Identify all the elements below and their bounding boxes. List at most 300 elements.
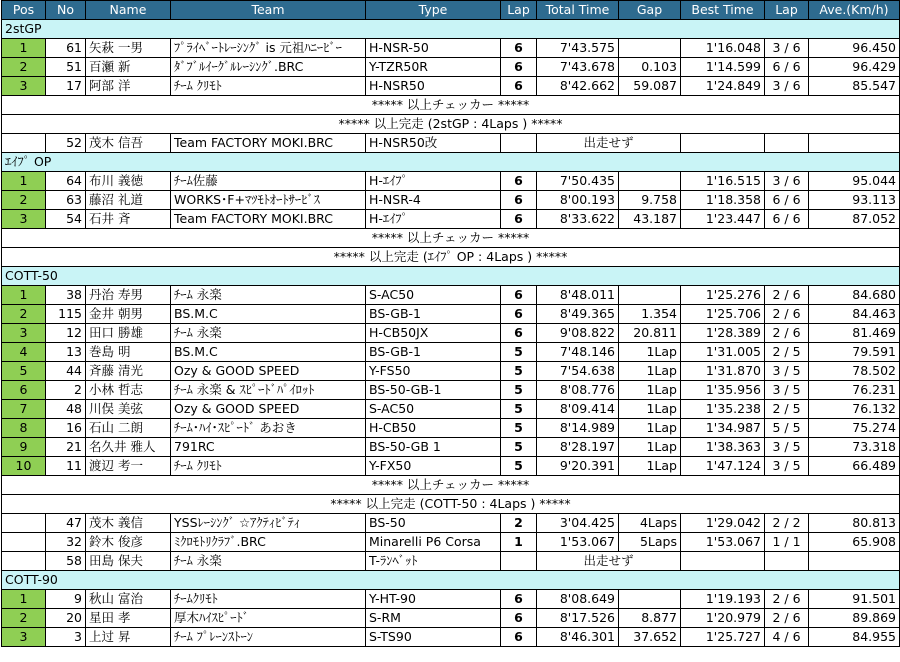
lap-cell: 5 <box>501 343 537 362</box>
name-cell: 上过 昇 <box>86 628 171 647</box>
header-row <box>2 1 900 20</box>
gap-cell: 59.087 <box>619 77 681 96</box>
table-row <box>2 457 900 476</box>
header-total-time: Total Time <box>537 1 619 20</box>
ave-speed-cell: 79.591 <box>809 343 900 362</box>
total-time-cell: 8'08.649 <box>537 590 619 609</box>
lap-cell: 6 <box>501 628 537 647</box>
gap-cell: 1.354 <box>619 305 681 324</box>
note-row <box>2 248 900 267</box>
team-cell: 791RC <box>171 438 366 457</box>
ave-speed-cell: 66.489 <box>809 457 900 476</box>
total-time-cell: 8'08.776 <box>537 381 619 400</box>
best-lap-cell: 6 / 6 <box>765 210 809 229</box>
gap-cell: 5Laps <box>619 533 681 552</box>
ave-speed-cell: 96.429 <box>809 58 900 77</box>
best-time-cell <box>681 552 765 571</box>
total-time-cell: 1'53.067 <box>537 533 619 552</box>
best-time-cell: 1'16.048 <box>681 39 765 58</box>
best-time-cell: 1'47.124 <box>681 457 765 476</box>
ave-speed-cell: 87.052 <box>809 210 900 229</box>
type-cell: Y-FX50 <box>366 457 501 476</box>
type-cell: S-AC50 <box>366 400 501 419</box>
name-cell: 茂木 信吾 <box>86 134 171 153</box>
pos-cell <box>2 514 46 533</box>
total-time-cell: 8'33.622 <box>537 210 619 229</box>
lap-cell: 6 <box>501 77 537 96</box>
header-type: Type <box>366 1 501 20</box>
category-row <box>2 267 900 286</box>
team-cell: ﾌﾟﾗｲﾍﾞｰﾄﾚｰｼﾝｸﾞ is 元祖ﾊﾆｰﾋﾞｰ <box>171 39 366 58</box>
ave-speed-cell: 89.869 <box>809 609 900 628</box>
name-cell: 石井 斉 <box>86 210 171 229</box>
type-cell: H-CB50 <box>366 419 501 438</box>
gap-cell: 1Lap <box>619 419 681 438</box>
gap-cell <box>619 286 681 305</box>
pos-cell <box>2 552 46 571</box>
gap-cell: 37.652 <box>619 628 681 647</box>
total-time-cell: 7'50.435 <box>537 172 619 191</box>
name-cell: 阿部 洋 <box>86 77 171 96</box>
type-cell: H-NSR-4 <box>366 191 501 210</box>
name-cell: 名久井 雅人 <box>86 438 171 457</box>
number-cell: 54 <box>46 210 86 229</box>
gap-cell: 1Lap <box>619 400 681 419</box>
team-cell: YSSﾚｰｼﾝｸﾞ ☆ｱｸﾃｨﾋﾞﾃｨ <box>171 514 366 533</box>
lap-cell: 6 <box>501 210 537 229</box>
team-cell: Ozy & GOOD SPEED <box>171 400 366 419</box>
team-cell: ﾁｰﾑ 永楽 & ｽﾋﾟｰﾄﾞﾊﾟｲﾛｯﾄ <box>171 381 366 400</box>
total-time-cell: 3'04.425 <box>537 514 619 533</box>
team-cell: BS.M.C <box>171 305 366 324</box>
number-cell: 32 <box>46 533 86 552</box>
name-cell: 巻島 明 <box>86 343 171 362</box>
best-lap-cell: 4 / 6 <box>765 628 809 647</box>
team-cell: ﾁｰﾑ ｸﾘﾓﾄ <box>171 77 366 96</box>
total-time-cell: 7'43.575 <box>537 39 619 58</box>
note-text: ***** 以上チェッカー ***** <box>2 96 900 115</box>
table-row <box>2 609 900 628</box>
table-row <box>2 191 900 210</box>
ave-speed-cell: 80.813 <box>809 514 900 533</box>
ave-speed-cell: 93.113 <box>809 191 900 210</box>
table-row <box>2 39 900 58</box>
type-cell: BS-50 <box>366 514 501 533</box>
gap-cell: 43.187 <box>619 210 681 229</box>
pos-cell: 3 <box>2 77 46 96</box>
best-lap-cell: 6 / 6 <box>765 58 809 77</box>
number-cell: 61 <box>46 39 86 58</box>
best-lap-cell: 3 / 5 <box>765 438 809 457</box>
header-ave: Ave.(Km/h) <box>809 1 900 20</box>
total-time-cell: 8'46.301 <box>537 628 619 647</box>
header-best-time: Best Time <box>681 1 765 20</box>
best-time-cell: 1'31.005 <box>681 343 765 362</box>
pos-cell: 3 <box>2 210 46 229</box>
number-cell: 11 <box>46 457 86 476</box>
team-cell: Ozy & GOOD SPEED <box>171 362 366 381</box>
ave-speed-cell: 76.132 <box>809 400 900 419</box>
total-time-cell: 8'14.989 <box>537 419 619 438</box>
number-cell: 13 <box>46 343 86 362</box>
best-time-cell: 1'38.363 <box>681 438 765 457</box>
note-text: ***** 以上完走 (2stGP : 4Laps ) ***** <box>2 115 900 134</box>
pos-cell <box>2 533 46 552</box>
ave-speed-cell: 76.231 <box>809 381 900 400</box>
category-row <box>2 571 900 590</box>
pos-cell: 2 <box>2 58 46 77</box>
team-cell: Team FACTORY MOKI.BRC <box>171 210 366 229</box>
table-row <box>2 210 900 229</box>
name-cell: 斉藤 清光 <box>86 362 171 381</box>
table-row <box>2 400 900 419</box>
pos-cell: 9 <box>2 438 46 457</box>
best-time-cell: 1'35.956 <box>681 381 765 400</box>
name-cell: 田島 保夫 <box>86 552 171 571</box>
table-row <box>2 286 900 305</box>
best-time-cell: 1'14.599 <box>681 58 765 77</box>
best-lap-cell: 3 / 5 <box>765 457 809 476</box>
results-body <box>2 20 900 647</box>
table-row <box>2 419 900 438</box>
ave-speed-cell: 78.502 <box>809 362 900 381</box>
table-row <box>2 438 900 457</box>
best-lap-cell: 1 / 1 <box>765 533 809 552</box>
number-cell: 51 <box>46 58 86 77</box>
type-cell: BS-50-GB-1 <box>366 381 501 400</box>
best-time-cell: 1'24.849 <box>681 77 765 96</box>
type-cell: Minarelli P6 Corsa <box>366 533 501 552</box>
team-cell: ﾁｰﾑ ｸﾘﾓﾄ <box>171 457 366 476</box>
name-cell: 茂木 義信 <box>86 514 171 533</box>
team-cell: BS.M.C <box>171 343 366 362</box>
ave-speed-cell <box>809 134 900 153</box>
best-time-cell: 1'35.238 <box>681 400 765 419</box>
gap-cell <box>619 590 681 609</box>
best-lap-cell: 3 / 6 <box>765 172 809 191</box>
best-time-cell: 1'18.358 <box>681 191 765 210</box>
type-cell: S-RM <box>366 609 501 628</box>
name-cell: 矢萩 一男 <box>86 39 171 58</box>
gap-cell: 0.103 <box>619 58 681 77</box>
total-time-cell: 出走せず <box>537 134 681 153</box>
header-pos: Pos <box>2 1 46 20</box>
total-time-cell: 8'42.662 <box>537 77 619 96</box>
ave-speed-cell: 84.463 <box>809 305 900 324</box>
team-cell: ﾁｰﾑ･ﾊｲ･ｽﾋﾟｰﾄﾞ あおき <box>171 419 366 438</box>
table-row <box>2 324 900 343</box>
ave-speed-cell: 96.450 <box>809 39 900 58</box>
number-cell: 17 <box>46 77 86 96</box>
lap-cell: 6 <box>501 305 537 324</box>
pos-cell <box>2 134 46 153</box>
table-row <box>2 514 900 533</box>
pos-cell: 5 <box>2 362 46 381</box>
lap-cell: 6 <box>501 191 537 210</box>
pos-cell: 6 <box>2 381 46 400</box>
best-lap-cell: 2 / 6 <box>765 305 809 324</box>
total-time-cell: 9'08.822 <box>537 324 619 343</box>
category-label: ｴｲﾌﾟ OP <box>2 153 900 172</box>
lap-cell: 6 <box>501 609 537 628</box>
best-time-cell: 1'25.727 <box>681 628 765 647</box>
note-text: ***** 以上完走 (ｴｲﾌﾟ OP : 4Laps ) ***** <box>2 248 900 267</box>
table-row <box>2 134 900 153</box>
lap-cell: 5 <box>501 438 537 457</box>
table-row <box>2 628 900 647</box>
type-cell: S-TS90 <box>366 628 501 647</box>
lap-cell <box>501 134 537 153</box>
lap-cell: 2 <box>501 514 537 533</box>
ave-speed-cell: 85.547 <box>809 77 900 96</box>
name-cell: 百瀬 新 <box>86 58 171 77</box>
lap-cell: 5 <box>501 457 537 476</box>
table-row <box>2 381 900 400</box>
lap-cell: 5 <box>501 400 537 419</box>
name-cell: 金井 朝男 <box>86 305 171 324</box>
pos-cell: 2 <box>2 305 46 324</box>
name-cell: 星田 孝 <box>86 609 171 628</box>
number-cell: 44 <box>46 362 86 381</box>
pos-cell: 3 <box>2 324 46 343</box>
number-cell: 21 <box>46 438 86 457</box>
number-cell: 52 <box>46 134 86 153</box>
pos-cell: 8 <box>2 419 46 438</box>
number-cell: 9 <box>46 590 86 609</box>
note-text: ***** 以上完走 (COTT-50 : 4Laps ) ***** <box>2 495 900 514</box>
ave-speed-cell: 91.501 <box>809 590 900 609</box>
team-cell: Team FACTORY MOKI.BRC <box>171 134 366 153</box>
pos-cell: 1 <box>2 39 46 58</box>
ave-speed-cell: 65.908 <box>809 533 900 552</box>
type-cell: Y-TZR50R <box>366 58 501 77</box>
total-time-cell: 8'48.011 <box>537 286 619 305</box>
best-time-cell: 1'34.987 <box>681 419 765 438</box>
ave-speed-cell: 84.680 <box>809 286 900 305</box>
number-cell: 64 <box>46 172 86 191</box>
best-lap-cell: 6 / 6 <box>765 191 809 210</box>
type-cell: S-AC50 <box>366 286 501 305</box>
ave-speed-cell: 95.044 <box>809 172 900 191</box>
note-row <box>2 96 900 115</box>
type-cell: BS-GB-1 <box>366 343 501 362</box>
table-row <box>2 552 900 571</box>
name-cell: 川俣 美弦 <box>86 400 171 419</box>
best-lap-cell: 2 / 6 <box>765 609 809 628</box>
lap-cell: 5 <box>501 362 537 381</box>
gap-cell: 20.811 <box>619 324 681 343</box>
lap-cell: 1 <box>501 533 537 552</box>
number-cell: 48 <box>46 400 86 419</box>
pos-cell: 2 <box>2 191 46 210</box>
number-cell: 20 <box>46 609 86 628</box>
best-time-cell: 1'31.870 <box>681 362 765 381</box>
header-best-lap: Lap <box>765 1 809 20</box>
best-time-cell: 1'25.706 <box>681 305 765 324</box>
gap-cell: 1Lap <box>619 438 681 457</box>
header-team: Team <box>171 1 366 20</box>
name-cell: 石山 二朗 <box>86 419 171 438</box>
ave-speed-cell: 84.955 <box>809 628 900 647</box>
best-lap-cell: 2 / 6 <box>765 324 809 343</box>
lap-cell: 6 <box>501 590 537 609</box>
lap-cell: 5 <box>501 381 537 400</box>
table-row <box>2 58 900 77</box>
pos-cell: 1 <box>2 286 46 305</box>
header-gap: Gap <box>619 1 681 20</box>
pos-cell: 2 <box>2 609 46 628</box>
note-row <box>2 229 900 248</box>
name-cell: 布川 義徳 <box>86 172 171 191</box>
lap-cell: 6 <box>501 172 537 191</box>
name-cell: 秋山 富治 <box>86 590 171 609</box>
pos-cell: 7 <box>2 400 46 419</box>
best-lap-cell: 3 / 5 <box>765 362 809 381</box>
table-row <box>2 305 900 324</box>
ave-speed-cell: 73.318 <box>809 438 900 457</box>
best-lap-cell: 3 / 6 <box>765 77 809 96</box>
team-cell: ﾁｰﾑｸﾘﾓﾄ <box>171 590 366 609</box>
table-row <box>2 343 900 362</box>
best-time-cell: 1'16.515 <box>681 172 765 191</box>
best-time-cell: 1'53.067 <box>681 533 765 552</box>
number-cell: 3 <box>46 628 86 647</box>
type-cell: H-ｴｲﾌﾟ <box>366 210 501 229</box>
best-time-cell: 1'19.193 <box>681 590 765 609</box>
name-cell: 渡辺 考一 <box>86 457 171 476</box>
best-time-cell: 1'29.042 <box>681 514 765 533</box>
type-cell: BS-GB-1 <box>366 305 501 324</box>
best-time-cell: 1'23.447 <box>681 210 765 229</box>
best-lap-cell: 2 / 6 <box>765 590 809 609</box>
pos-cell: 4 <box>2 343 46 362</box>
header-lap: Lap <box>501 1 537 20</box>
gap-cell: 8.877 <box>619 609 681 628</box>
best-lap-cell <box>765 552 809 571</box>
lap-cell: 6 <box>501 58 537 77</box>
header-name: Name <box>86 1 171 20</box>
note-row <box>2 495 900 514</box>
type-cell: H-NSR50改 <box>366 134 501 153</box>
gap-cell <box>619 172 681 191</box>
category-row <box>2 20 900 39</box>
category-label: COTT-90 <box>2 571 900 590</box>
number-cell: 63 <box>46 191 86 210</box>
number-cell: 38 <box>46 286 86 305</box>
total-time-cell: 7'54.638 <box>537 362 619 381</box>
name-cell: 丹治 寿男 <box>86 286 171 305</box>
team-cell: ﾐｸﾛﾓﾄﾘｸﾗﾌﾞ.BRC <box>171 533 366 552</box>
best-lap-cell: 2 / 5 <box>765 400 809 419</box>
lap-cell: 5 <box>501 419 537 438</box>
name-cell: 鈴木 俊彦 <box>86 533 171 552</box>
gap-cell: 1Lap <box>619 457 681 476</box>
name-cell: 田口 勝雄 <box>86 324 171 343</box>
number-cell: 47 <box>46 514 86 533</box>
total-time-cell: 8'17.526 <box>537 609 619 628</box>
lap-cell <box>501 552 537 571</box>
total-time-cell: 9'20.391 <box>537 457 619 476</box>
team-cell: ﾀﾞﾌﾞﾙｲｰｸﾞﾙﾚｰｼﾝｸﾞ.BRC <box>171 58 366 77</box>
table-row <box>2 172 900 191</box>
header-no: No <box>46 1 86 20</box>
gap-cell <box>619 39 681 58</box>
ave-speed-cell: 75.274 <box>809 419 900 438</box>
table-row <box>2 533 900 552</box>
best-lap-cell <box>765 134 809 153</box>
total-time-cell: 7'48.146 <box>537 343 619 362</box>
pos-cell: 10 <box>2 457 46 476</box>
category-label: 2stGP <box>2 20 900 39</box>
lap-cell: 6 <box>501 324 537 343</box>
ave-speed-cell <box>809 552 900 571</box>
gap-cell: 1Lap <box>619 362 681 381</box>
number-cell: 12 <box>46 324 86 343</box>
ave-speed-cell: 81.469 <box>809 324 900 343</box>
type-cell: H-ｴｲﾌﾟ <box>366 172 501 191</box>
name-cell: 藤沼 礼道 <box>86 191 171 210</box>
team-cell: WORKS･F+ﾏﾂﾓﾄｵｰﾄｻｰﾋﾞｽ <box>171 191 366 210</box>
lap-cell: 6 <box>501 39 537 58</box>
best-lap-cell: 3 / 6 <box>765 39 809 58</box>
type-cell: H-NSR-50 <box>366 39 501 58</box>
total-time-cell: 出走せず <box>537 552 681 571</box>
type-cell: T-ﾗﾝﾍﾞｯﾄ <box>366 552 501 571</box>
type-cell: Y-HT-90 <box>366 590 501 609</box>
note-row <box>2 476 900 495</box>
best-time-cell: 1'25.276 <box>681 286 765 305</box>
note-text: ***** 以上チェッカー ***** <box>2 476 900 495</box>
note-text: ***** 以上チェッカー ***** <box>2 229 900 248</box>
type-cell: BS-50-GB 1 <box>366 438 501 457</box>
type-cell: H-CB50JX <box>366 324 501 343</box>
number-cell: 16 <box>46 419 86 438</box>
category-row <box>2 153 900 172</box>
number-cell: 115 <box>46 305 86 324</box>
number-cell: 2 <box>46 381 86 400</box>
best-lap-cell: 3 / 5 <box>765 381 809 400</box>
category-label: COTT-50 <box>2 267 900 286</box>
best-lap-cell: 2 / 5 <box>765 343 809 362</box>
table-row <box>2 590 900 609</box>
gap-cell: 9.758 <box>619 191 681 210</box>
gap-cell: 1Lap <box>619 343 681 362</box>
table-row <box>2 77 900 96</box>
total-time-cell: 8'28.197 <box>537 438 619 457</box>
type-cell: Y-FS50 <box>366 362 501 381</box>
lap-cell: 6 <box>501 286 537 305</box>
note-row <box>2 115 900 134</box>
team-cell: ﾁｰﾑ 永楽 <box>171 286 366 305</box>
best-time-cell: 1'20.979 <box>681 609 765 628</box>
best-time-cell <box>681 134 765 153</box>
results-table <box>1 0 900 647</box>
total-time-cell: 8'49.365 <box>537 305 619 324</box>
best-lap-cell: 2 / 2 <box>765 514 809 533</box>
name-cell: 小林 哲志 <box>86 381 171 400</box>
team-cell: ﾁｰﾑ 永楽 <box>171 552 366 571</box>
gap-cell: 1Lap <box>619 381 681 400</box>
best-time-cell: 1'28.389 <box>681 324 765 343</box>
total-time-cell: 8'09.414 <box>537 400 619 419</box>
team-cell: ﾁｰﾑ 永楽 <box>171 324 366 343</box>
pos-cell: 1 <box>2 590 46 609</box>
number-cell: 58 <box>46 552 86 571</box>
team-cell: ﾁｰﾑ ﾌﾟﾚｰﾝｽﾄｰﾝ <box>171 628 366 647</box>
best-lap-cell: 5 / 5 <box>765 419 809 438</box>
pos-cell: 1 <box>2 172 46 191</box>
total-time-cell: 7'43.678 <box>537 58 619 77</box>
